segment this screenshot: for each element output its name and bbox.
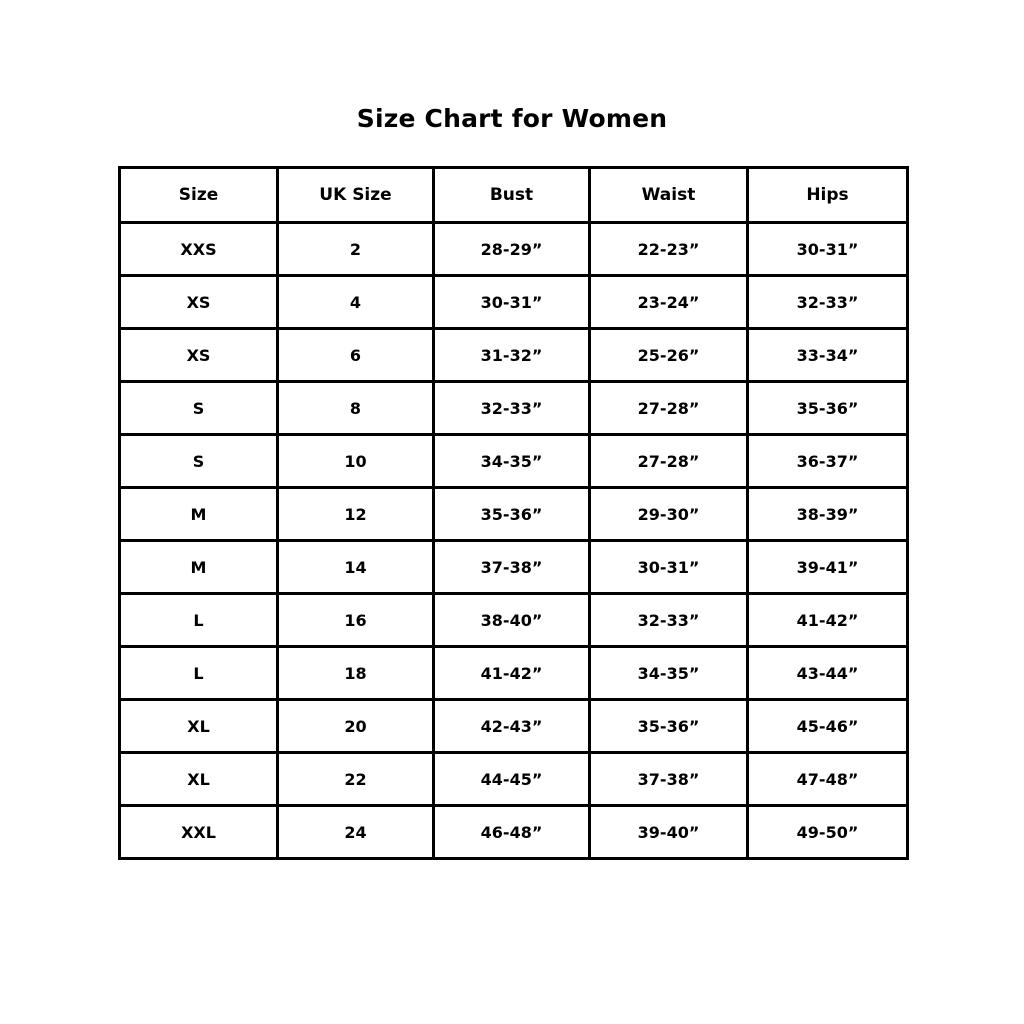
- table-row: [120, 594, 908, 647]
- cell-uk-size: 18: [278, 647, 434, 700]
- table-row: [120, 541, 908, 594]
- cell-size: S: [120, 435, 278, 488]
- cell-waist: 32-33”: [590, 594, 748, 647]
- table-row: [120, 382, 908, 435]
- cell-bust: 31-32”: [434, 329, 590, 382]
- cell-waist: 30-31”: [590, 541, 748, 594]
- cell-waist: 27-28”: [590, 435, 748, 488]
- cell-hips: 45-46”: [748, 700, 908, 753]
- cell-waist: 39-40”: [590, 806, 748, 859]
- cell-waist: 29-30”: [590, 488, 748, 541]
- cell-size: M: [120, 541, 278, 594]
- cell-size: L: [120, 594, 278, 647]
- cell-uk-size: 4: [278, 276, 434, 329]
- cell-size: XXL: [120, 806, 278, 859]
- cell-size: XL: [120, 753, 278, 806]
- cell-hips: 36-37”: [748, 435, 908, 488]
- cell-size: M: [120, 488, 278, 541]
- table-row: [120, 647, 908, 700]
- column-header-hips: Hips: [748, 168, 908, 223]
- cell-uk-size: 8: [278, 382, 434, 435]
- table-row: [120, 435, 908, 488]
- table-row: [120, 700, 908, 753]
- cell-waist: 35-36”: [590, 700, 748, 753]
- column-header-size: Size: [120, 168, 278, 223]
- cell-hips: 39-41”: [748, 541, 908, 594]
- cell-waist: 34-35”: [590, 647, 748, 700]
- cell-uk-size: 10: [278, 435, 434, 488]
- cell-hips: 49-50”: [748, 806, 908, 859]
- cell-size: XXS: [120, 223, 278, 276]
- cell-size: XS: [120, 276, 278, 329]
- cell-hips: 30-31”: [748, 223, 908, 276]
- table-header-row: [120, 168, 908, 223]
- cell-bust: 38-40”: [434, 594, 590, 647]
- cell-waist: 25-26”: [590, 329, 748, 382]
- cell-hips: 47-48”: [748, 753, 908, 806]
- cell-bust: 46-48”: [434, 806, 590, 859]
- cell-bust: 34-35”: [434, 435, 590, 488]
- column-header-bust: Bust: [434, 168, 590, 223]
- cell-bust: 28-29”: [434, 223, 590, 276]
- size-chart-table: [118, 166, 909, 860]
- cell-bust: 37-38”: [434, 541, 590, 594]
- cell-bust: 35-36”: [434, 488, 590, 541]
- cell-bust: 32-33”: [434, 382, 590, 435]
- cell-hips: 38-39”: [748, 488, 908, 541]
- table-body: [120, 223, 908, 859]
- cell-uk-size: 12: [278, 488, 434, 541]
- table-row: [120, 223, 908, 276]
- cell-bust: 42-43”: [434, 700, 590, 753]
- cell-uk-size: 6: [278, 329, 434, 382]
- column-header-uk-size: UK Size: [278, 168, 434, 223]
- cell-hips: 41-42”: [748, 594, 908, 647]
- cell-uk-size: 2: [278, 223, 434, 276]
- cell-waist: 22-23”: [590, 223, 748, 276]
- cell-uk-size: 16: [278, 594, 434, 647]
- cell-bust: 44-45”: [434, 753, 590, 806]
- page-title: Size Chart for Women: [356, 104, 668, 133]
- cell-waist: 37-38”: [590, 753, 748, 806]
- cell-uk-size: 22: [278, 753, 434, 806]
- cell-uk-size: 14: [278, 541, 434, 594]
- cell-hips: 33-34”: [748, 329, 908, 382]
- cell-size: L: [120, 647, 278, 700]
- cell-size: XS: [120, 329, 278, 382]
- size-chart-table-wrapper: [118, 166, 906, 860]
- table-header: [120, 168, 908, 223]
- table-row: [120, 753, 908, 806]
- cell-waist: 27-28”: [590, 382, 748, 435]
- cell-size: S: [120, 382, 278, 435]
- column-header-waist: Waist: [590, 168, 748, 223]
- table-row: [120, 806, 908, 859]
- cell-bust: 30-31”: [434, 276, 590, 329]
- cell-bust: 41-42”: [434, 647, 590, 700]
- cell-uk-size: 24: [278, 806, 434, 859]
- table-row: [120, 329, 908, 382]
- table-row: [120, 276, 908, 329]
- cell-size: XL: [120, 700, 278, 753]
- cell-uk-size: 20: [278, 700, 434, 753]
- cell-waist: 23-24”: [590, 276, 748, 329]
- cell-hips: 43-44”: [748, 647, 908, 700]
- cell-hips: 35-36”: [748, 382, 908, 435]
- table-row: [120, 488, 908, 541]
- cell-hips: 32-33”: [748, 276, 908, 329]
